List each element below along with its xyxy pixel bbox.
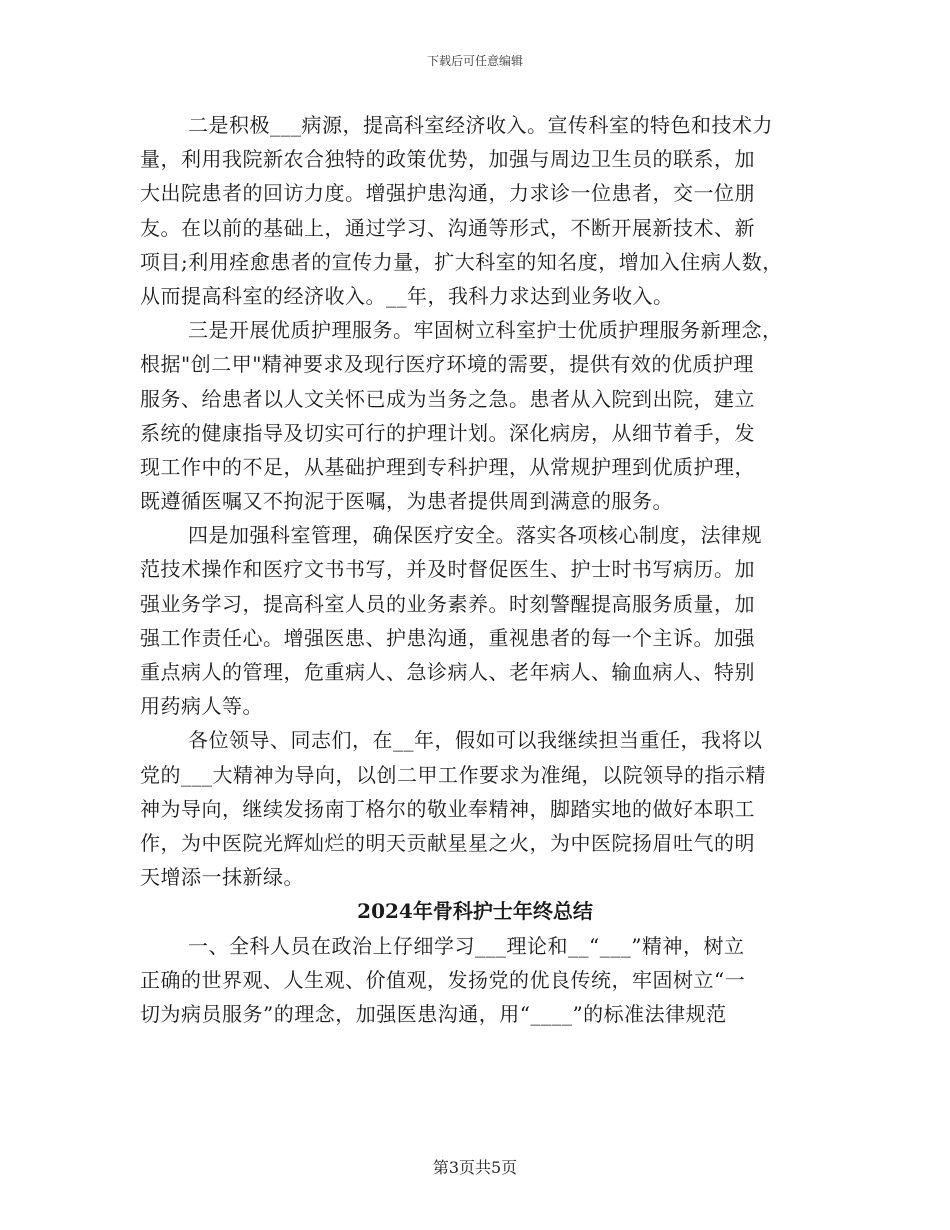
text-line: 服务、给患者以人文关怀已成为当务之急。患者从入院到出院，建立 (140, 386, 755, 411)
text-line: 二是积极___病源，提高科室经济收入。宣传科室的特色和技术力 (188, 113, 773, 137)
text-line: 系统的健康指导及切实可行的护理计划。深化病房，从细节着手，发 (140, 420, 755, 445)
paragraph-quality-nursing (140, 313, 810, 518)
text-line: 切为病员服务”的理念，加强医患沟通，用“____”的标准法律规范 (140, 1001, 727, 1026)
page-footer: 第3页共5页 (432, 1158, 518, 1177)
paragraph-department-management (140, 518, 810, 723)
text-line: 天增添一抹新绿。 (140, 865, 304, 890)
text-line: 用药病人等。 (140, 694, 263, 719)
paragraph-closing-remarks (140, 723, 810, 894)
paragraph-political-study (140, 929, 810, 1032)
document-body (140, 108, 810, 1031)
text-line: 量，利用我院新农合独特的政策优势，加强与周边卫生员的联系，加 (140, 147, 755, 172)
section-title: 2024年骨科护士年终总结 (357, 899, 593, 924)
text-line: 范技术操作和医疗文书书写，并及时督促医生、护士时书写病历。加 (140, 557, 755, 582)
text-line: 现工作中的不足，从基础护理到专科护理，从常规护理到优质护理， (140, 454, 755, 479)
text-line: 根据"创二甲"精神要求及现行医疗环境的需要，提供有效的优质护理 (140, 352, 754, 377)
text-line: 作，为中医院光辉灿烂的明天贡献星星之火，为中医院扬眉吐气的明 (140, 830, 755, 855)
text-line: 一、全科人员在政治上仔细学习___理论和__“___”精神，树立 (188, 933, 745, 958)
text-line: 四是加强科室管理，确保医疗安全。落实各项核心制度，法律规 (188, 523, 762, 548)
text-line: 党的___大精神为导向，以创二甲工作要求为准绳，以院领导的指示精 (140, 762, 766, 787)
text-line: 三是开展优质护理服务。牢固树立科室护士优质护理服务新理念， (188, 318, 783, 343)
text-line: 从而提高科室的经济收入。__年，我科力求达到业务收入。 (140, 283, 674, 308)
text-line: 大出院患者的回访力度。增强护患沟通，力求诊一位患者，交一位朋 (140, 181, 755, 206)
text-line: 友。在以前的基础上，通过学习、沟通等形式，不断开展新技术、新 (140, 215, 755, 240)
text-line: 强业务学习，提高科室人员的业务素养。时刻警醒提高服务质量，加 (140, 591, 755, 616)
text-line: 强工作责任心。增强医患、护患沟通，重视患者的每一个主诉。加强 (140, 625, 755, 650)
paragraph-expand-patient-source (140, 108, 810, 313)
text-line: 各位领导、同志们，在__年，假如可以我继续担当重任，我将以 (188, 728, 763, 753)
text-line: 重点病人的管理，危重病人、急诊病人、老年病人、输血病人、特别 (140, 660, 755, 684)
text-line: 既遵循医嘱又不拘泥于医嘱，为患者提供周到满意的服务。 (140, 489, 673, 514)
page-header: 下载后可任意编辑 (426, 54, 523, 68)
text-line: 正确的世界观、人生观、价值观，发扬党的优良传统，牢固树立“一 (140, 967, 746, 992)
text-line: 项目;利用痊愈患者的宣传力量，扩大科室的知名度，增加入住病人数， (140, 249, 783, 274)
text-line: 神为导向，继续发扬南丁格尔的敬业奉精神，脚踏实地的做好本职工 (140, 796, 755, 821)
